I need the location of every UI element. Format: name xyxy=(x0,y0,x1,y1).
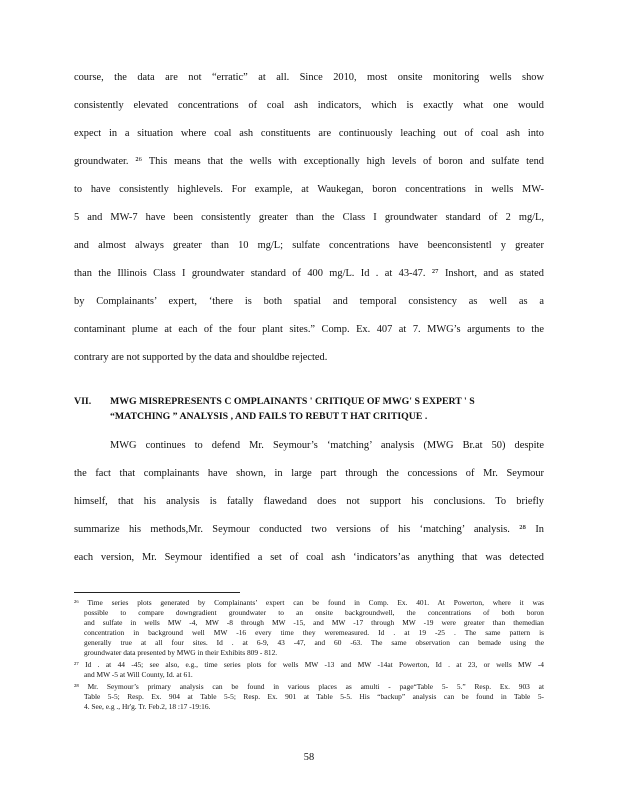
text-line: groundwater. ²⁶ This means that the wells with exceptionally high levels of boron and sulfate tend xyxy=(74,156,544,167)
text-line: contaminant plume at each of the four plant sites.” Comp. Ex. 407 at 7. MWG’s arguments to the xyxy=(74,324,544,335)
page-number: 58 xyxy=(303,752,315,763)
text-line: consistently elevated concentrations of coal ash indicators, which is exactly what one would xyxy=(74,100,544,111)
footnote-line: and sulfate in wells MW -4, MW -8 through MW -15, and MW -17 through MW -19 were greater than themedian xyxy=(84,618,544,627)
text-line: and almost always greater than 10 mg/L; sulfate concentrations have beenconsistentl y greater xyxy=(74,240,544,251)
footnote-line: generally true at all four sites. Id . at 6-9, 43 -47, and 60 -63. The same observation can bemade using the xyxy=(84,638,544,647)
text-line: himself, that his analysis is fatally flawedand does not support his conclusions. To briefly xyxy=(74,496,544,507)
footnote-line: ²⁷ Id . at 44 -45; see also, e.g., time series plots for wells MW -13 and MW -14at Powerton, Id . at 23, or wells MW -4 xyxy=(74,660,544,669)
text-line: to have consistently highlevels. For example, at Waukegan, boron concentrations in wells MW- xyxy=(74,184,544,195)
text-line: course, the data are not “erratic” at all. Since 2010, most onsite monitoring wells show xyxy=(74,72,544,83)
section-number: VII. xyxy=(74,396,92,407)
text-line: than the Illinois Class I groundwater standard of 400 mg/L. Id . at 43-47. ²⁷ Inshort, and as stated xyxy=(74,268,544,279)
footnote-divider xyxy=(74,592,240,593)
section-title-line: MWG MISREPRESENTS C OMPLAINANTS ' CRITIQUE OF MWG' S EXPERT ' S xyxy=(110,396,475,407)
text-line: expect in a situation where coal ash constituents are continuously leaching out of coal ash into xyxy=(74,128,544,139)
text-line: MWG continues to defend Mr. Seymour’s ‘matching’ analysis (MWG Br.at 50) despite xyxy=(110,440,544,451)
text-line: contrary are not supported by the data and shouldbe rejected. xyxy=(74,352,328,363)
footnote-line: ²⁸ Mr. Seymour’s primary analysis can be found in various places as amulti - page“Table 5- 5.” Resp. Ex. 903 at xyxy=(74,682,544,691)
text-line: each version, Mr. Seymour identified a set of coal ash ‘indicators’as anything that was detected xyxy=(74,552,544,563)
section-title-line: “MATCHING ” ANALYSIS , AND FAILS TO REBUT T HAT CRITIQUE . xyxy=(110,411,428,422)
footnote-line: ²⁶ Time series plots generated by Complainants’ expert can be found in Comp. Ex. 401. At Powerton, where it was xyxy=(74,598,544,607)
footnote-line: possible to compare downgradient groundwater to an onsite backgroundwell, the concentrations of both boron xyxy=(84,608,544,617)
text-line: 5 and MW-7 have been consistently greater than the Class I groundwater standard of 2 mg/L, xyxy=(74,212,544,223)
footnote-line: Table 5-5; Resp. Ex. 904 at Table 5-5; Resp. Ex. 901 at Table 5-5. His “backup” analysis can be found in Table 5- xyxy=(84,692,544,701)
text-line: summarize his methods,Mr. Seymour conducted two versions of his ‘matching’ analysis. ²⁸ In xyxy=(74,524,544,535)
footnote-line: concentration in background well MW -16 every time they weremeasured. Id . at 19 -25 . The same pattern is xyxy=(84,628,544,637)
footnote-line: 4. See, e.g ., Hr'g. Tr. Feb.2, 18 :17 -19:16. xyxy=(84,702,211,711)
footnote-line: groundwater data presented by MWG in their Exhibits 809 - 812. xyxy=(84,648,278,657)
text-line: the fact that complainants have shown, in large part through the concessions of Mr. Seymour xyxy=(74,468,544,479)
footnote-line: and MW -5 at Will County, Id. at 61. xyxy=(84,670,193,679)
text-line: by Complainants’ expert, ‘there is both spatial and temporal consistency as well as a xyxy=(74,296,544,307)
